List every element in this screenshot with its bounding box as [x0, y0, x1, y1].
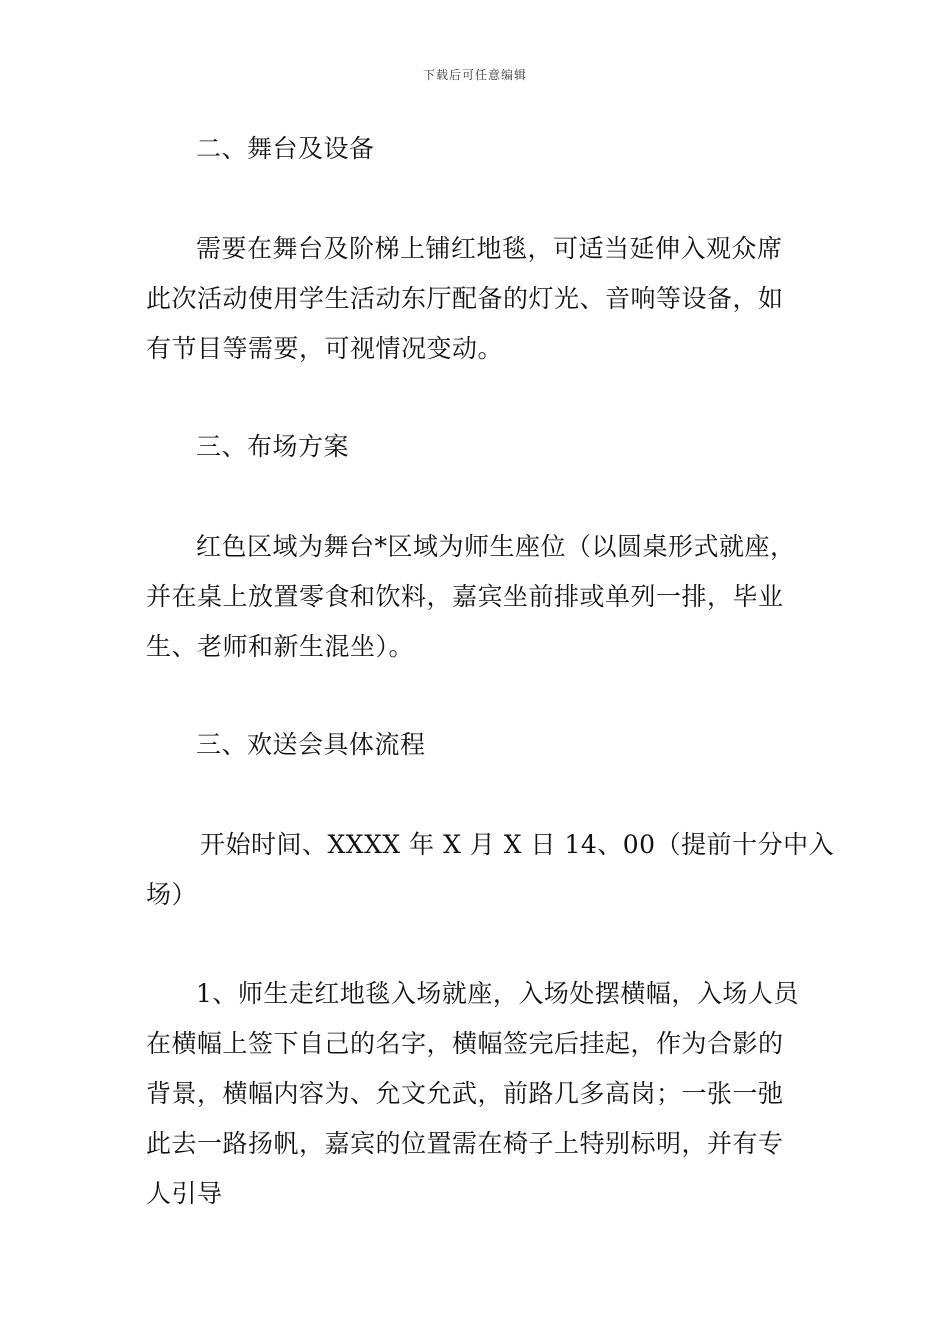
text-line: 并在桌上放置零食和饮料，嘉宾坐前排或单列一排，毕业: [146, 582, 784, 611]
text-line: 开始时间、XXXX 年 X 月 X 日 14、00（提前十分中入: [200, 830, 835, 859]
text-line: 红色区域为舞台*区域为师生座位（以圆桌形式就座，: [196, 532, 796, 561]
text-line: 背景，横幅内容为、允文允武，前路几多高岗；一张一弛: [146, 1079, 784, 1108]
section-heading-flow: [146, 720, 812, 770]
text-line: 在横幅上签下自己的名字，横幅签完后挂起，作为合影的: [146, 1029, 784, 1058]
heading-text: 二、舞台及设备: [196, 134, 375, 163]
heading-text: 三、欢送会具体流程: [196, 730, 426, 759]
text-line: 生、老师和新生混坐）。: [146, 632, 415, 661]
paragraph-stage-equipment: [146, 224, 812, 374]
text-line: 需要在舞台及阶梯上铺红地毯，可适当延伸入观众席: [196, 234, 783, 263]
paragraph-layout-plan: [146, 522, 812, 672]
text-line: 场）: [146, 880, 198, 909]
heading-text: 三、布场方案: [196, 432, 350, 461]
section-heading-layout: [146, 422, 812, 472]
text-line: 人引导: [146, 1179, 223, 1208]
section-heading-stage: [146, 124, 812, 174]
text-line: 1、师生走红地毯入场就座，入场处摆横幅，入场人员: [196, 979, 799, 1008]
paragraph-step-1: [146, 969, 812, 1219]
text-line: 此次活动使用学生活动东厅配备的灯光、音响等设备，如: [146, 284, 784, 313]
text-line: 有节目等需要，可视情况变动。: [146, 334, 504, 363]
header-note: 下载后可任意编辑: [422, 68, 527, 82]
text-line: 此去一路扬帆，嘉宾的位置需在椅子上特别标明，并有专: [146, 1129, 784, 1158]
paragraph-start-time: [146, 820, 835, 920]
